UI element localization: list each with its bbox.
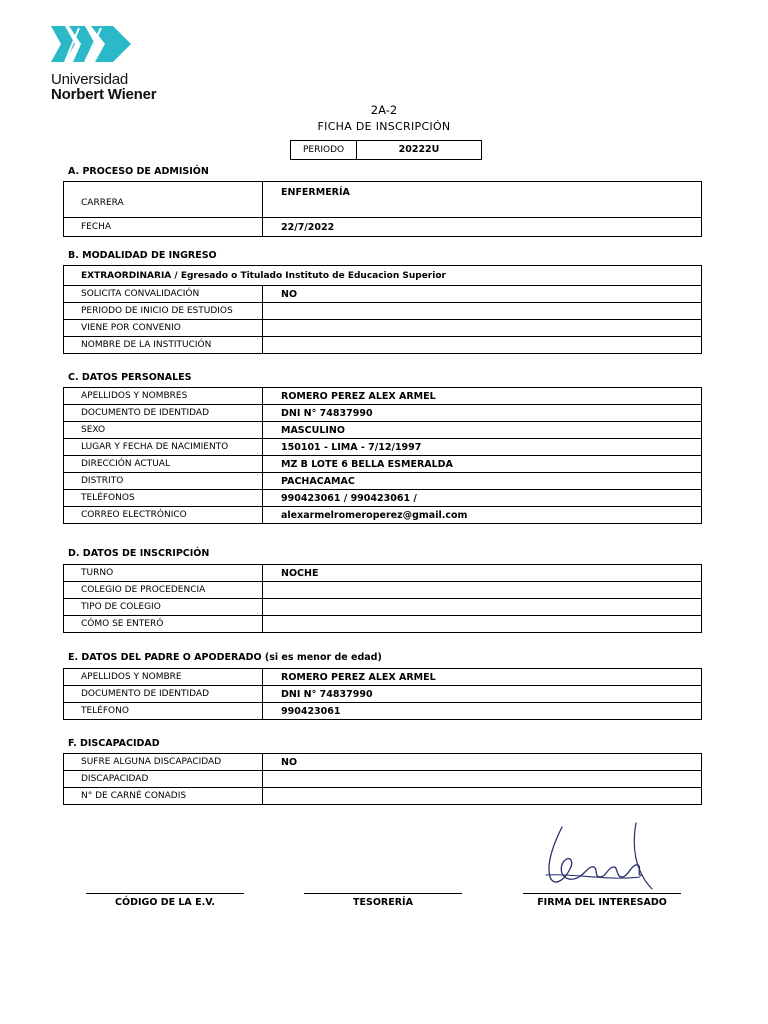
table-row (64, 582, 702, 599)
field-value (263, 771, 702, 788)
table-row (64, 669, 702, 686)
form-title: FICHA DE INSCRIPCIÓN (317, 120, 451, 133)
table-row (64, 388, 702, 405)
field-label: SUFRE ALGUNA DISCAPACIDAD (64, 754, 263, 771)
firma-interesado-label: FIRMA DEL INTERESADO (537, 897, 667, 908)
field-label: PERIODO DE INICIO DE ESTUDIOS (64, 303, 263, 320)
section-f-table (63, 753, 702, 805)
field-label: FECHA (64, 218, 263, 237)
codigo-ev-label: CÓDIGO DE LA E.V. (115, 897, 215, 908)
logo-line-2: Norbert Wiener (51, 86, 157, 103)
table-row (64, 599, 702, 616)
field-label: SEXO (64, 422, 263, 439)
field-label: LUGAR Y FECHA DE NACIMIENTO (64, 439, 263, 456)
field-value: NO (263, 286, 702, 303)
field-label: SOLICITA CONVALIDACIÓN (64, 286, 263, 303)
table-row (64, 473, 702, 490)
university-logo (51, 22, 171, 103)
table-row (64, 303, 702, 320)
field-value (263, 303, 702, 320)
field-value: ENFERMERÍA (263, 182, 702, 218)
field-label: N° DE CARNÉ CONADIS (64, 788, 263, 805)
signature-line-codigo (86, 893, 244, 894)
section-f-title: F. DISCAPACIDAD (68, 738, 160, 749)
field-label: DOCUMENTO DE IDENTIDAD (64, 686, 263, 703)
field-value: 22/7/2022 (263, 218, 702, 237)
field-label: APELLIDOS Y NOMBRE (64, 669, 263, 686)
field-value (263, 599, 702, 616)
field-value: NOCHE (263, 565, 702, 582)
field-value: DNI N° 74837990 (263, 686, 702, 703)
table-row (64, 266, 702, 286)
field-value: ROMERO PEREZ ALEX ARMEL (263, 669, 702, 686)
table-row (64, 686, 702, 703)
table-row (64, 616, 702, 633)
field-value: ROMERO PEREZ ALEX ARMEL (263, 388, 702, 405)
table-row (64, 439, 702, 456)
field-value: 990423061 (263, 703, 702, 720)
field-value (263, 788, 702, 805)
periodo-value: 20222U (398, 144, 440, 155)
periodo-label: PERIODO (291, 141, 357, 159)
field-value: NO (263, 754, 702, 771)
modalidad-type: EXTRAORDINARIA / (81, 270, 178, 281)
field-label: APELLIDOS Y NOMBRES (64, 388, 263, 405)
field-label: TELÉFONO (64, 703, 263, 720)
field-value (263, 582, 702, 599)
field-value: DNI N° 74837990 (263, 405, 702, 422)
field-label: TURNO (64, 565, 263, 582)
table-row (64, 703, 702, 720)
table-row (64, 507, 702, 524)
section-d-table (63, 564, 702, 633)
table-row (64, 565, 702, 582)
field-value: 990423061 / 990423061 / (263, 490, 702, 507)
field-label: COLEGIO DE PROCEDENCIA (64, 582, 263, 599)
signature-line-tesoreria (304, 893, 462, 894)
field-label: DISCAPACIDAD (64, 771, 263, 788)
periodo-box (290, 140, 482, 160)
field-label: NOMBRE DE LA INSTITUCIÓN (64, 337, 263, 354)
table-row (64, 405, 702, 422)
modalidad-cell (64, 266, 702, 286)
modalidad-detail: Egresado o Titulado Instituto de Educacion Superior (177, 270, 446, 281)
table-row (64, 320, 702, 337)
field-label: DOCUMENTO DE IDENTIDAD (64, 405, 263, 422)
section-d-title: D. DATOS DE INSCRIPCIÓN (68, 548, 210, 559)
form-code: 2A-2 (370, 103, 398, 117)
section-b-title: B. MODALIDAD DE INGRESO (68, 250, 217, 261)
table-row (64, 337, 702, 354)
table-row (64, 182, 702, 218)
section-b-table (63, 265, 702, 354)
field-label: VIENE POR CONVENIO (64, 320, 263, 337)
section-e-title: E. DATOS DEL PADRE O APODERADO (si es menor de edad) (68, 652, 382, 663)
field-label: CARRERA (64, 182, 263, 218)
table-row (64, 456, 702, 473)
section-e-table (63, 668, 702, 720)
table-row (64, 422, 702, 439)
field-label: TIPO DE COLEGIO (64, 599, 263, 616)
signature-line-firma (523, 893, 681, 894)
field-value: MZ B LOTE 6 BELLA ESMERALDA (263, 456, 702, 473)
table-row (64, 218, 702, 237)
field-value: MASCULINO (263, 422, 702, 439)
table-row (64, 788, 702, 805)
field-value (263, 616, 702, 633)
field-value (263, 337, 702, 354)
section-a-table (63, 181, 702, 237)
table-row (64, 490, 702, 507)
field-value: 150101 - LIMA - 7/12/1997 (263, 439, 702, 456)
field-label: TELÉFONOS (64, 490, 263, 507)
section-c-table (63, 387, 702, 524)
table-row (64, 286, 702, 303)
handwritten-signature (540, 815, 670, 895)
field-value: alexarmelromeroperez@gmail.com (263, 507, 702, 524)
tesoreria-label: TESORERÍA (353, 897, 413, 908)
field-label: CORREO ELECTRÓNICO (64, 507, 263, 524)
section-a-title: A. PROCESO DE ADMISIÓN (68, 166, 209, 177)
section-c-title: C. DATOS PERSONALES (68, 372, 192, 383)
field-value (263, 320, 702, 337)
field-label: DISTRITO (64, 473, 263, 490)
field-label: CÓMO SE ENTERÓ (64, 616, 263, 633)
table-row (64, 771, 702, 788)
logo-line-1: Universidad (51, 71, 129, 88)
table-row (64, 754, 702, 771)
field-label: DIRECCIÓN ACTUAL (64, 456, 263, 473)
field-value: PACHACAMAC (263, 473, 702, 490)
logo-mark-icon (51, 22, 131, 66)
